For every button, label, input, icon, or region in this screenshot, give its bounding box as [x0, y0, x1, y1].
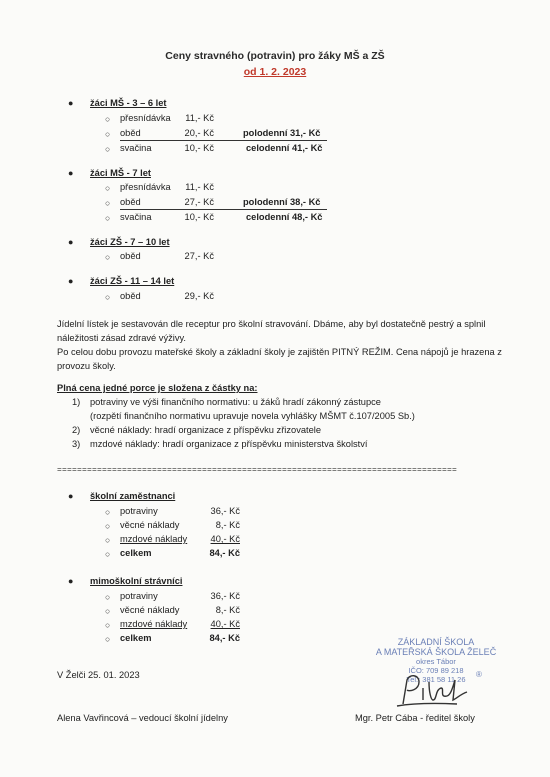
cost-label: celkem	[120, 548, 152, 558]
list-item: věcné náklady: hradí organizace z příspěvku zřizovatele	[90, 425, 321, 435]
stamp-line: ZÁKLADNÍ ŠKOLA	[397, 637, 475, 647]
group-title: žáci MŠ - 3 – 6 let	[90, 98, 167, 108]
list-item: (rozpětí finančního normativu upravuje novela vyhlášky MŠMT č.107/2005 Sb.)	[90, 411, 415, 421]
item-extra: celodenní 48,- Kč	[246, 212, 323, 222]
stamp-line: IČO: 709 89 218	[408, 666, 464, 675]
circle-bullet-icon: ○	[105, 592, 111, 602]
section-title: školní zaměstnanci	[90, 491, 176, 501]
group-title: žáci ZŠ - 11 – 14 let	[90, 276, 175, 286]
cost-label: mzdové náklady	[120, 534, 188, 544]
list-number: 2)	[72, 425, 81, 435]
item-price: 20,- Kč	[184, 128, 214, 138]
item-label: svačina	[120, 143, 152, 153]
cost-price: 36,- Kč	[210, 506, 240, 516]
item-label: přesnídávka	[120, 113, 171, 123]
circle-bullet-icon: ○	[105, 521, 111, 531]
circle-bullet-icon: ○	[105, 634, 111, 644]
circle-bullet-icon: ○	[105, 144, 111, 154]
bullet-icon: ●	[68, 491, 74, 501]
section-title: mimoškolní strávníci	[90, 576, 183, 586]
price-heading: Plná cena jedné porce je složena z částky na:	[57, 383, 258, 393]
page-title: Ceny stravného (potravin) pro žáky MŠ a ZŠ	[165, 50, 385, 62]
bullet-icon: ●	[68, 576, 74, 586]
underline	[120, 209, 327, 210]
item-price: 11,- Kč	[185, 113, 214, 123]
list-number: 1)	[72, 397, 81, 407]
cost-price: 40,- Kč	[210, 619, 240, 629]
cost-price: 40,- Kč	[210, 534, 240, 544]
item-label: oběd	[120, 251, 141, 261]
item-label: oběd	[120, 291, 141, 301]
group-title: žáci ZŠ - 7 – 10 let	[90, 237, 170, 247]
item-price: 27,- Kč	[184, 251, 214, 261]
circle-bullet-icon: ○	[105, 620, 111, 630]
cost-price: 8,- Kč	[215, 605, 240, 615]
separator-line: ================================================================================	[57, 466, 458, 475]
item-extra: celodenní 41,- Kč	[246, 143, 323, 153]
item-price: 10,- Kč	[184, 143, 214, 153]
circle-bullet-icon: ○	[105, 606, 111, 616]
stamp-line: okres Tábor	[416, 657, 456, 666]
menu-paragraph: Jídelní lístek je sestavován dle receptur pro školní stravování. Dbáme, aby byl dostatečně pestrý a splnil náležitosti zásad zdravé výživy.	[57, 319, 486, 343]
item-price: 11,- Kč	[185, 182, 214, 192]
list-item: potraviny ve výši finančního normativu: u žáků hradí zákonný zástupce	[90, 397, 381, 407]
stamp-line: A MATEŘSKÁ ŠKOLA ŽELEČ	[375, 647, 497, 657]
item-label: oběd	[120, 197, 141, 207]
bullet-icon: ●	[68, 98, 74, 108]
handwritten-signature	[395, 670, 475, 710]
circle-bullet-icon: ○	[105, 114, 111, 124]
left-signature-label: Alena Vavřincová – vedoucí školní jídelny	[57, 713, 228, 723]
list-item: mzdové náklady: hradí organizace z příspěvku ministerstva školství	[90, 439, 368, 449]
drinking-paragraph: Po celou dobu provozu mateřské školy a základní školy je zajištěn PITNÝ REŽIM. Cena nápojů je hrazena z provozu školy.	[57, 347, 502, 371]
item-price: 27,- Kč	[184, 197, 214, 207]
underline	[120, 140, 327, 141]
bullet-icon: ●	[68, 276, 74, 286]
item-extra: polodenní 31,- Kč	[243, 128, 321, 138]
item-price: 10,- Kč	[184, 212, 214, 222]
bullet-icon: ●	[68, 237, 74, 247]
valid-from-date: od 1. 2. 2023	[243, 66, 307, 78]
circle-bullet-icon: ○	[105, 252, 111, 262]
cost-price: 8,- Kč	[215, 520, 240, 530]
circle-bullet-icon: ○	[105, 535, 111, 545]
circle-bullet-icon: ○	[105, 183, 111, 193]
cost-label: věcné náklady	[120, 605, 180, 615]
group-title: žáci MŠ - 7 let	[90, 168, 151, 178]
cost-label: celkem	[120, 633, 152, 643]
circle-bullet-icon: ○	[105, 507, 111, 517]
stamp-line: Tel.: 381 58 11 26	[406, 675, 466, 684]
circle-bullet-icon: ○	[105, 213, 111, 223]
item-extra: polodenní 38,- Kč	[243, 197, 321, 207]
place-date: V Želči 25. 01. 2023	[57, 670, 140, 680]
circle-bullet-icon: ○	[105, 129, 111, 139]
circle-bullet-icon: ○	[105, 198, 111, 208]
registered-mark: ®	[476, 670, 482, 679]
bullet-icon: ●	[68, 168, 74, 178]
cost-label: potraviny	[120, 506, 158, 516]
right-signature-label: Mgr. Petr Cába - ředitel školy	[355, 713, 475, 723]
cost-label: potraviny	[120, 591, 158, 601]
cost-price: 36,- Kč	[210, 591, 240, 601]
cost-price: 84,- Kč	[209, 548, 240, 558]
item-price: 29,- Kč	[184, 291, 214, 301]
item-label: přesnídávka	[120, 182, 171, 192]
cost-label: věcné náklady	[120, 520, 180, 530]
list-number: 3)	[72, 439, 81, 449]
item-label: svačina	[120, 212, 152, 222]
cost-label: mzdové náklady	[120, 619, 188, 629]
circle-bullet-icon: ○	[105, 292, 111, 302]
circle-bullet-icon: ○	[105, 549, 111, 559]
item-label: oběd	[120, 128, 141, 138]
cost-price: 84,- Kč	[209, 633, 240, 643]
